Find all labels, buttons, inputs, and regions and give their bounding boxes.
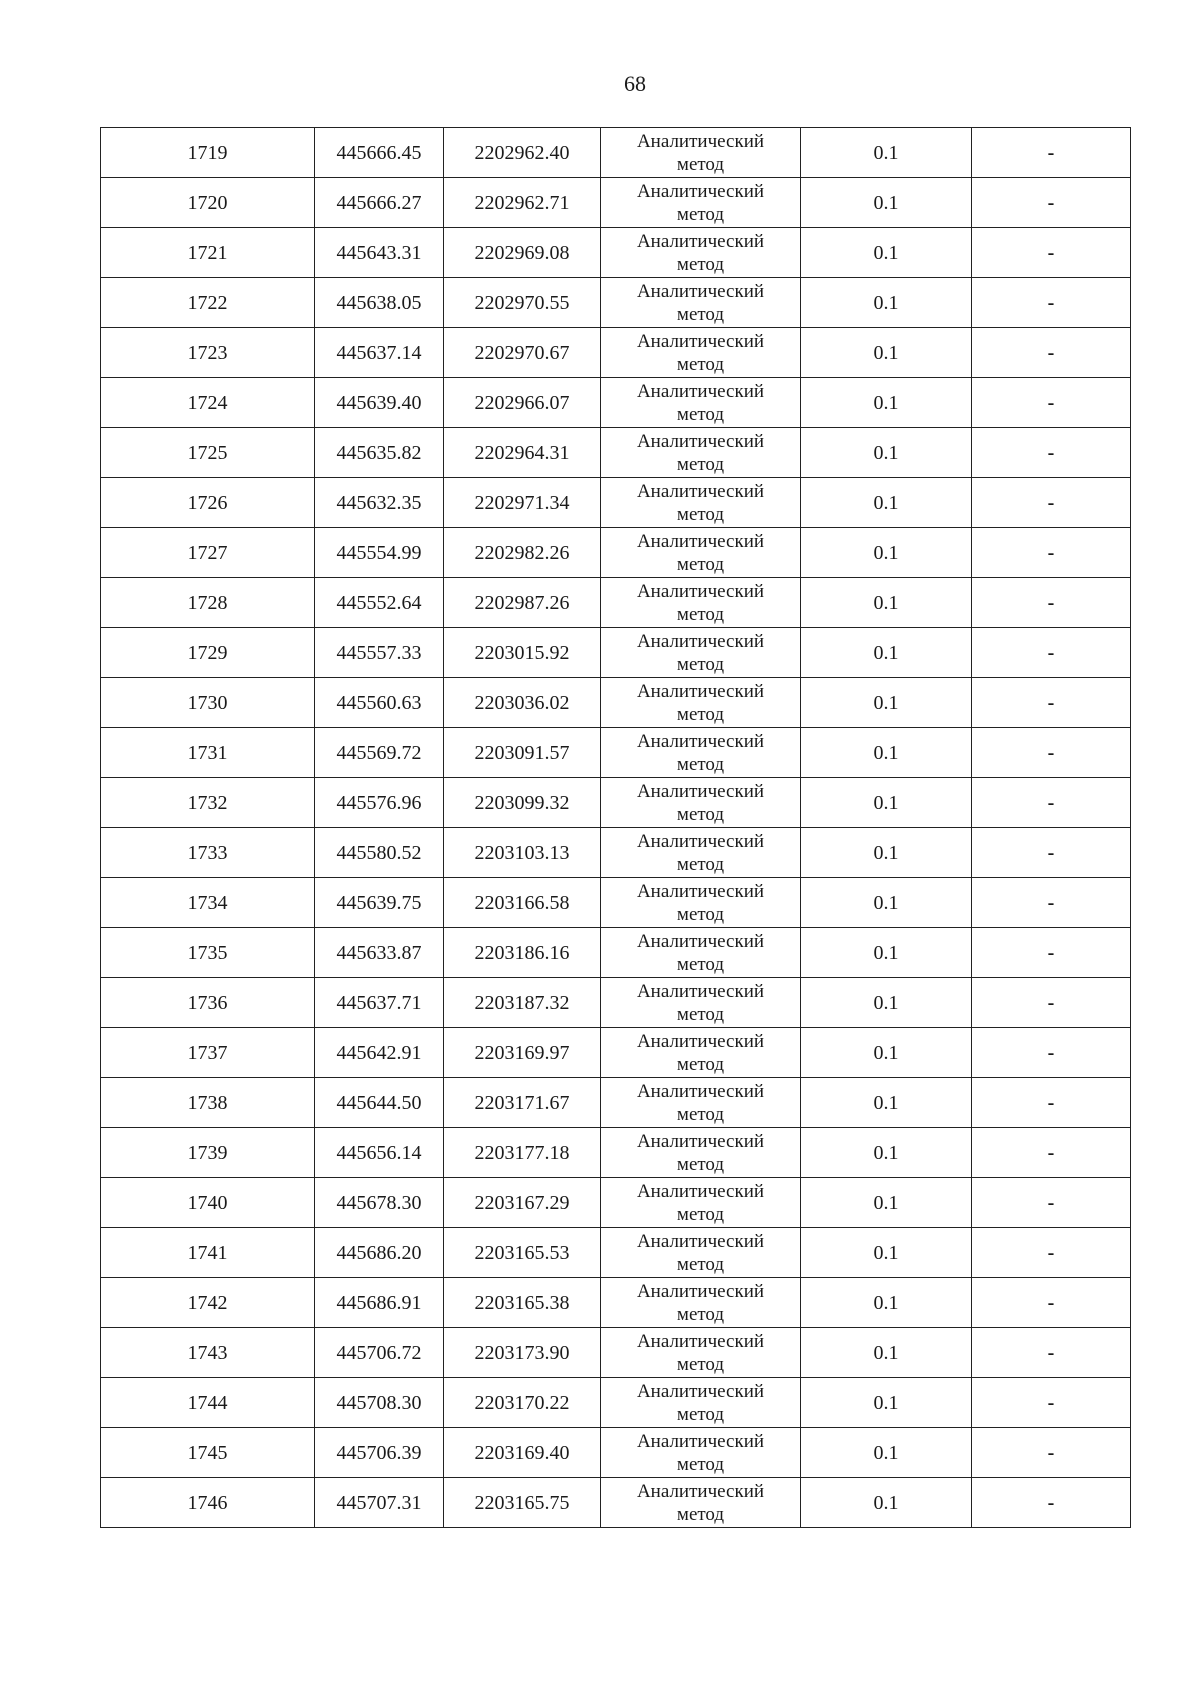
method-line-2: метод [676,304,725,325]
point-number-cell: 1741 [101,1228,315,1278]
method-cell [601,1428,801,1478]
y-coordinate-cell: 2203186.16 [444,928,601,978]
method-cell [601,528,801,578]
accuracy-cell: 0.1 [801,728,972,778]
y-coordinate-cell: 2202970.67 [444,328,601,378]
method-line-1: Аналитический [636,781,765,802]
point-number-cell: 1740 [101,1178,315,1228]
table-row [101,778,1131,828]
method-line-1: Аналитический [636,1381,765,1402]
table-row [101,728,1131,778]
method-line-1: Аналитический [636,681,765,702]
point-number-cell: 1731 [101,728,315,778]
table-row [101,1178,1131,1228]
y-coordinate-cell: 2203177.18 [444,1128,601,1178]
point-number-cell: 1745 [101,1428,315,1478]
y-coordinate-cell: 2202970.55 [444,278,601,328]
method-line-2: метод [676,604,725,625]
point-number-cell: 1721 [101,228,315,278]
note-cell: - [972,828,1131,878]
coordinates-table [100,127,1131,1528]
method-cell [601,278,801,328]
method-line-2: метод [676,1254,725,1275]
x-coordinate-cell: 445678.30 [315,1178,444,1228]
method-line-2: метод [676,1104,725,1125]
y-coordinate-cell: 2202964.31 [444,428,601,478]
method-cell [601,728,801,778]
accuracy-cell: 0.1 [801,978,972,1028]
table-row [101,1028,1131,1078]
y-coordinate-cell: 2203169.97 [444,1028,601,1078]
note-cell: - [972,1278,1131,1328]
method-cell [601,778,801,828]
note-cell: - [972,928,1131,978]
method-cell [601,1178,801,1228]
point-number-cell: 1726 [101,478,315,528]
table-body [101,128,1131,1528]
note-cell: - [972,1028,1131,1078]
accuracy-cell: 0.1 [801,428,972,478]
method-line-1: Аналитический [636,1481,765,1502]
x-coordinate-cell: 445639.40 [315,378,444,428]
method-line-1: Аналитический [636,381,765,402]
table-row [101,1328,1131,1378]
point-number-cell: 1743 [101,1328,315,1378]
y-coordinate-cell: 2202969.08 [444,228,601,278]
method-cell [601,628,801,678]
method-line-2: метод [676,654,725,675]
note-cell: - [972,228,1131,278]
method-line-2: метод [676,554,725,575]
method-line-1: Аналитический [636,131,765,152]
method-line-1: Аналитический [636,581,765,602]
note-cell: - [972,478,1131,528]
method-line-1: Аналитический [636,531,765,552]
y-coordinate-cell: 2203171.67 [444,1078,601,1128]
note-cell: - [972,1128,1131,1178]
method-line-1: Аналитический [636,1131,765,1152]
y-coordinate-cell: 2203166.58 [444,878,601,928]
accuracy-cell: 0.1 [801,1228,972,1278]
method-line-2: метод [676,1404,725,1425]
x-coordinate-cell: 445666.27 [315,178,444,228]
point-number-cell: 1739 [101,1128,315,1178]
accuracy-cell: 0.1 [801,1078,972,1128]
method-line-2: метод [676,1054,725,1075]
method-cell [601,228,801,278]
method-line-1: Аналитический [636,1231,765,1252]
method-cell [601,428,801,478]
point-number-cell: 1724 [101,378,315,428]
y-coordinate-cell: 2203099.32 [444,778,601,828]
table-row [101,678,1131,728]
accuracy-cell: 0.1 [801,228,972,278]
note-cell: - [972,1378,1131,1428]
method-line-1: Аналитический [636,981,765,1002]
method-line-1: Аналитический [636,431,765,452]
point-number-cell: 1733 [101,828,315,878]
method-line-2: метод [676,1304,725,1325]
note-cell: - [972,1078,1131,1128]
y-coordinate-cell: 2202966.07 [444,378,601,428]
method-cell [601,1028,801,1078]
table-row [101,528,1131,578]
table-row [101,278,1131,328]
x-coordinate-cell: 445639.75 [315,878,444,928]
x-coordinate-cell: 445686.91 [315,1278,444,1328]
y-coordinate-cell: 2202962.71 [444,178,601,228]
method-line-2: метод [676,354,725,375]
note-cell: - [972,1428,1131,1478]
y-coordinate-cell: 2203091.57 [444,728,601,778]
table-row [101,1278,1131,1328]
method-line-1: Аналитический [636,631,765,652]
accuracy-cell: 0.1 [801,1378,972,1428]
accuracy-cell: 0.1 [801,1178,972,1228]
method-line-2: метод [676,754,725,775]
point-number-cell: 1728 [101,578,315,628]
method-cell [601,378,801,428]
method-line-1: Аналитический [636,281,765,302]
table-row [101,1128,1131,1178]
method-line-2: метод [676,204,725,225]
y-coordinate-cell: 2203165.75 [444,1478,601,1528]
y-coordinate-cell: 2203173.90 [444,1328,601,1378]
point-number-cell: 1732 [101,778,315,828]
accuracy-cell: 0.1 [801,828,972,878]
table-row [101,828,1131,878]
x-coordinate-cell: 445706.39 [315,1428,444,1478]
method-line-1: Аналитический [636,1431,765,1452]
method-line-2: метод [676,1004,725,1025]
note-cell: - [972,1228,1131,1278]
accuracy-cell: 0.1 [801,1028,972,1078]
table-row [101,928,1131,978]
x-coordinate-cell: 445560.63 [315,678,444,728]
method-line-1: Аналитический [636,231,765,252]
x-coordinate-cell: 445580.52 [315,828,444,878]
method-line-1: Аналитический [636,331,765,352]
method-cell [601,578,801,628]
method-line-2: метод [676,954,725,975]
x-coordinate-cell: 445686.20 [315,1228,444,1278]
point-number-cell: 1738 [101,1078,315,1128]
note-cell: - [972,878,1131,928]
x-coordinate-cell: 445666.45 [315,128,444,178]
method-line-2: метод [676,1454,725,1475]
note-cell: - [972,528,1131,578]
y-coordinate-cell: 2203169.40 [444,1428,601,1478]
method-line-2: метод [676,854,725,875]
accuracy-cell: 0.1 [801,528,972,578]
method-line-2: метод [676,1354,725,1375]
table-row [101,1428,1131,1478]
method-line-1: Аналитический [636,731,765,752]
method-line-2: метод [676,454,725,475]
accuracy-cell: 0.1 [801,628,972,678]
accuracy-cell: 0.1 [801,1278,972,1328]
point-number-cell: 1746 [101,1478,315,1528]
note-cell: - [972,778,1131,828]
note-cell: - [972,428,1131,478]
y-coordinate-cell: 2202982.26 [444,528,601,578]
method-cell [601,978,801,1028]
table-row [101,328,1131,378]
method-line-1: Аналитический [636,181,765,202]
x-coordinate-cell: 445637.71 [315,978,444,1028]
table-row [101,578,1131,628]
method-cell [601,128,801,178]
y-coordinate-cell: 2203167.29 [444,1178,601,1228]
x-coordinate-cell: 445637.14 [315,328,444,378]
method-line-2: метод [676,804,725,825]
method-line-2: метод [676,704,725,725]
point-number-cell: 1723 [101,328,315,378]
method-line-1: Аналитический [636,881,765,902]
x-coordinate-cell: 445569.72 [315,728,444,778]
point-number-cell: 1729 [101,628,315,678]
x-coordinate-cell: 445706.72 [315,1328,444,1378]
method-line-1: Аналитический [636,831,765,852]
method-cell [601,1378,801,1428]
accuracy-cell: 0.1 [801,178,972,228]
accuracy-cell: 0.1 [801,328,972,378]
method-line-1: Аналитический [636,1281,765,1302]
accuracy-cell: 0.1 [801,878,972,928]
point-number-cell: 1722 [101,278,315,328]
point-number-cell: 1744 [101,1378,315,1428]
y-coordinate-cell: 2202962.40 [444,128,601,178]
method-cell [601,328,801,378]
accuracy-cell: 0.1 [801,1478,972,1528]
x-coordinate-cell: 445554.99 [315,528,444,578]
method-line-1: Аналитический [636,1031,765,1052]
point-number-cell: 1736 [101,978,315,1028]
method-line-2: метод [676,904,725,925]
y-coordinate-cell: 2202971.34 [444,478,601,528]
accuracy-cell: 0.1 [801,128,972,178]
method-line-2: метод [676,254,725,275]
method-cell [601,828,801,878]
accuracy-cell: 0.1 [801,278,972,328]
note-cell: - [972,578,1131,628]
x-coordinate-cell: 445576.96 [315,778,444,828]
method-cell [601,1478,801,1528]
method-cell [601,928,801,978]
table-row [101,378,1131,428]
point-number-cell: 1734 [101,878,315,928]
x-coordinate-cell: 445643.31 [315,228,444,278]
y-coordinate-cell: 2203165.53 [444,1228,601,1278]
method-line-2: метод [676,504,725,525]
accuracy-cell: 0.1 [801,478,972,528]
x-coordinate-cell: 445638.05 [315,278,444,328]
y-coordinate-cell: 2203015.92 [444,628,601,678]
table-row [101,1228,1131,1278]
y-coordinate-cell: 2203165.38 [444,1278,601,1328]
accuracy-cell: 0.1 [801,578,972,628]
method-line-2: метод [676,1204,725,1225]
table-row [101,1078,1131,1128]
x-coordinate-cell: 445707.31 [315,1478,444,1528]
y-coordinate-cell: 2203036.02 [444,678,601,728]
point-number-cell: 1735 [101,928,315,978]
y-coordinate-cell: 2202987.26 [444,578,601,628]
x-coordinate-cell: 445642.91 [315,1028,444,1078]
accuracy-cell: 0.1 [801,778,972,828]
note-cell: - [972,978,1131,1028]
method-cell [601,478,801,528]
method-cell [601,1228,801,1278]
accuracy-cell: 0.1 [801,378,972,428]
note-cell: - [972,128,1131,178]
method-line-1: Аналитический [636,1181,765,1202]
method-line-2: метод [676,154,725,175]
note-cell: - [972,1178,1131,1228]
x-coordinate-cell: 445708.30 [315,1378,444,1428]
note-cell: - [972,1328,1131,1378]
note-cell: - [972,678,1131,728]
note-cell: - [972,178,1131,228]
x-coordinate-cell: 445632.35 [315,478,444,528]
note-cell: - [972,1478,1131,1528]
note-cell: - [972,378,1131,428]
x-coordinate-cell: 445635.82 [315,428,444,478]
method-line-1: Аналитический [636,931,765,952]
x-coordinate-cell: 445644.50 [315,1078,444,1128]
method-line-1: Аналитический [636,1331,765,1352]
method-cell [601,178,801,228]
point-number-cell: 1725 [101,428,315,478]
point-number-cell: 1730 [101,678,315,728]
method-cell [601,1328,801,1378]
point-number-cell: 1737 [101,1028,315,1078]
table-row [101,1378,1131,1428]
method-line-1: Аналитический [636,481,765,502]
x-coordinate-cell: 445557.33 [315,628,444,678]
note-cell: - [972,328,1131,378]
accuracy-cell: 0.1 [801,678,972,728]
x-coordinate-cell: 445633.87 [315,928,444,978]
accuracy-cell: 0.1 [801,928,972,978]
table-row [101,978,1131,1028]
table-row [101,478,1131,528]
method-cell [601,1128,801,1178]
point-number-cell: 1742 [101,1278,315,1328]
page-number: 68 [624,71,646,96]
method-line-2: метод [676,404,725,425]
table-row [101,428,1131,478]
y-coordinate-cell: 2203103.13 [444,828,601,878]
note-cell: - [972,628,1131,678]
method-cell [601,878,801,928]
y-coordinate-cell: 2203187.32 [444,978,601,1028]
accuracy-cell: 0.1 [801,1128,972,1178]
point-number-cell: 1720 [101,178,315,228]
table-row [101,1478,1131,1528]
table-row [101,178,1131,228]
table-row [101,128,1131,178]
x-coordinate-cell: 445656.14 [315,1128,444,1178]
method-line-1: Аналитический [636,1081,765,1102]
method-line-2: метод [676,1504,725,1525]
table-row [101,228,1131,278]
accuracy-cell: 0.1 [801,1428,972,1478]
note-cell: - [972,728,1131,778]
note-cell: - [972,278,1131,328]
method-cell [601,1078,801,1128]
table-row [101,628,1131,678]
x-coordinate-cell: 445552.64 [315,578,444,628]
table-row [101,878,1131,928]
y-coordinate-cell: 2203170.22 [444,1378,601,1428]
accuracy-cell: 0.1 [801,1328,972,1378]
method-cell [601,1278,801,1328]
point-number-cell: 1719 [101,128,315,178]
method-line-2: метод [676,1154,725,1175]
method-cell [601,678,801,728]
point-number-cell: 1727 [101,528,315,578]
